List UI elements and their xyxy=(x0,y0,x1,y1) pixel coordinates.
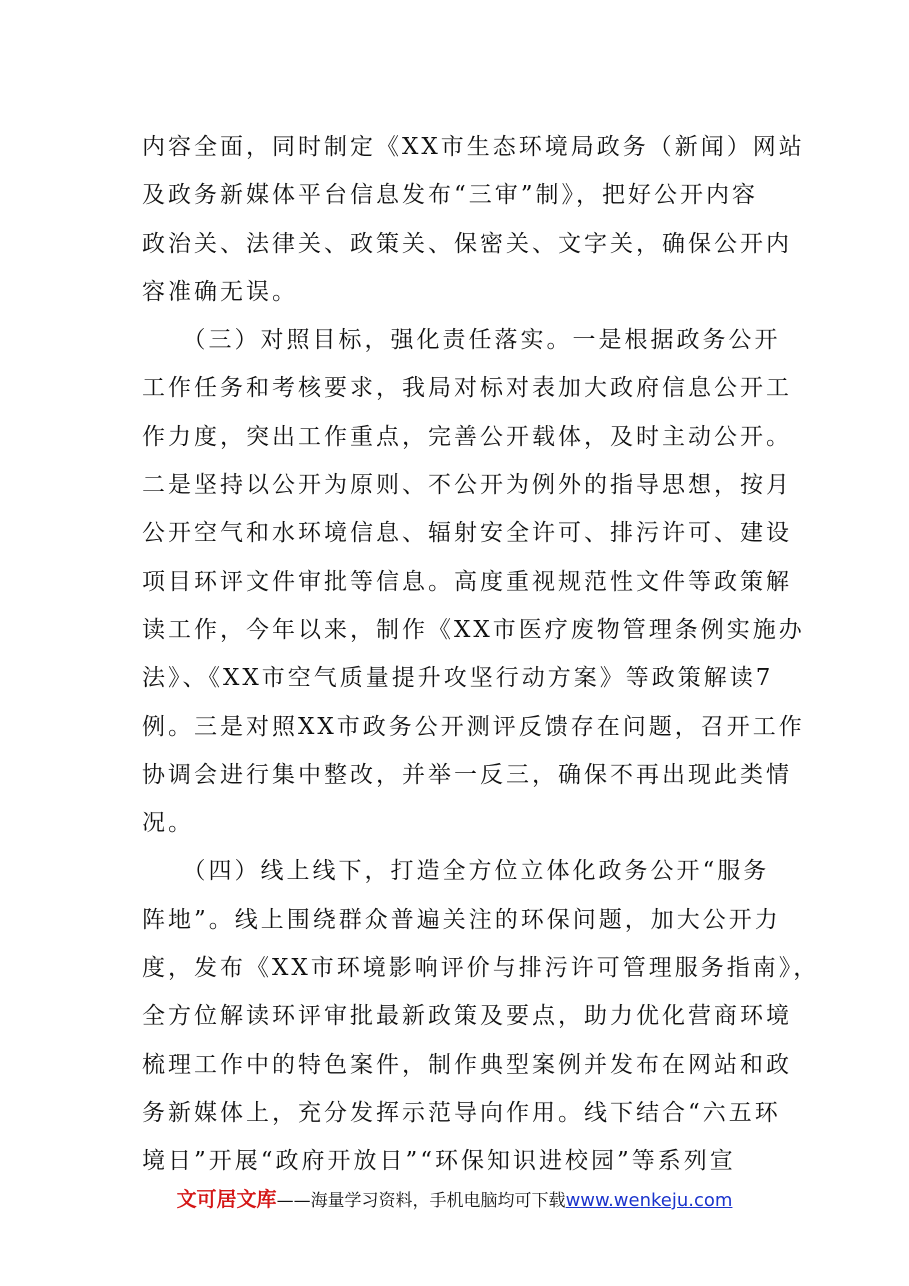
text-line: 公开空气和水环境信息、辐射安全许可、排污许可、建设 xyxy=(142,520,792,547)
text-line: 度，发布《XX市环境影响评价与排污许可管理服务指南》， xyxy=(142,955,820,982)
text-line: （三）对照目标，强化责任落实。一是根据政务公开 xyxy=(142,327,781,354)
text-line: 例。三是对照XX市政务公开测评反馈存在问题，召开工作 xyxy=(142,713,805,740)
footer-brand: 文可居文库 xyxy=(176,1187,277,1211)
document-body xyxy=(142,123,820,1186)
page-footer xyxy=(0,1183,909,1212)
text-line: 政治关、法律关、政策关、保密关、文字关，确保公开内 xyxy=(142,230,792,257)
text-line: 法》、《XX市空气质量提升攻坚行动方案》等政策解读7 xyxy=(142,665,774,692)
text-line: 梳理工作中的特色案件，制作典型案例并发布在网站和政 xyxy=(142,1051,792,1078)
text-line: 况。 xyxy=(142,810,194,837)
text-line: 全方位解读环评审批最新政策及要点，助力优化营商环境 xyxy=(142,1003,792,1030)
text-line: 内容全面，同时制定《XX市生态环境局政务（新闻）网站 xyxy=(142,134,805,160)
text-line: 阵地”。线上围绕群众普遍关注的环保问题，加大公开力 xyxy=(142,906,781,933)
footer-website-link[interactable]: www.wenkeju.com xyxy=(565,1190,733,1211)
text-line: 工作任务和考核要求，我局对标对表加大政府信息公开工 xyxy=(142,375,792,402)
text-line: 务新媒体上，充分发挥示范导向作用。线下结合“六五环 xyxy=(142,1099,781,1126)
text-line: 二是坚持以公开为原则、不公开为例外的指导思想，按月 xyxy=(142,472,792,499)
text-line: 容准确无误。 xyxy=(142,278,298,305)
text-line: （四）线上线下，打造全方位立体化政务公开“服务 xyxy=(142,858,770,885)
text-line: 作力度，突出工作重点，完善公开载体，及时主动公开。 xyxy=(142,423,792,450)
text-line: 协调会进行集中整改，并举一反三，确保不再出现此类情 xyxy=(142,761,792,788)
text-line: 及政务新媒体平台信息发布“三审”制》，把好公开内容 xyxy=(142,182,759,209)
text-line: 项目环评文件审批等信息。高度重视规范性文件等政策解 xyxy=(142,568,792,595)
text-line: 境日”开展“政府开放日”“环保知识进校园”等系列宣 xyxy=(142,1148,736,1175)
footer-tagline: ——海量学习资料，手机电脑均可下载 xyxy=(276,1191,566,1211)
text-line: 读工作，今年以来，制作《XX市医疗废物管理条例实施办 xyxy=(142,616,805,643)
